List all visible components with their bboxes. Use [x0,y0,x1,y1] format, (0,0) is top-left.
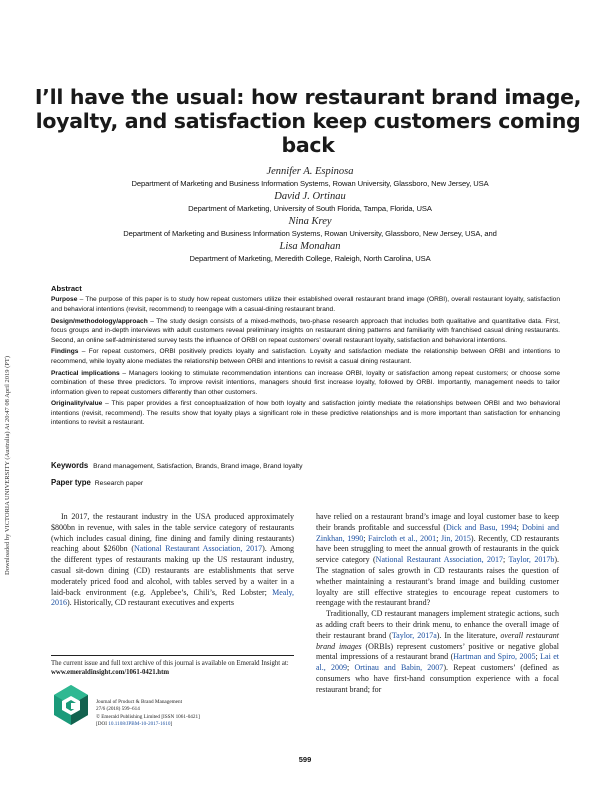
body-text: ; [436,533,441,543]
body-text: ). Repeat customers’ (defined as consumers who have first-hand consumption experience with a focal restaurant brand; for [316,663,559,694]
abstract-originality [51,399,560,427]
citation-link[interactable]: National Restaurant Association, 2017 [134,544,263,554]
author-name: Jennifer A. Espinosa [266,166,354,177]
doi-prefix: [DOI [96,720,109,727]
body-text: ; [516,522,523,532]
abstract-implications [51,369,560,397]
citation-link[interactable]: Dick and Basu, 1994 [446,522,517,532]
journal-name: Journal of Product & Brand Management [96,699,183,705]
body-text: have relied on a restaurant brand’s image and loyal customer base to keep their brands profitable and successful ( [316,512,559,532]
citation-link[interactable]: Hartman and Spiro, 2005 [453,652,536,662]
body-text: ). Among the different types of restaurants making up the US restaurant industry, casual sit-down dining (CD) restaurants are establishments that serve moderately priced food and alcohol, with tables served by a waiter in a laid-back environment (e.g. Applebee’s, Chili’s, Red Lobster; [51,544,295,597]
footnote-divider [51,655,294,656]
abstract-text: – For repeat customers, ORBI positively predicts loyalty and satisfaction. Loyalty and satisfaction mediate the relationship between ORBI and intentions to recommend, while loyalty alone mediates the relationship between ORBI and intentions to revisit a casual dining restaurant. [51,348,560,365]
body-text: Traditionally, CD restaurant managers implement strategic actions, such as adding craft beers to their drink menu, to enhance the overall image of their restaurant brand ( [316,609,559,640]
author-name: Lisa Monahan [279,241,341,252]
author-block [40,165,580,265]
abstract-label: Purpose [51,296,78,304]
citation-link[interactable]: Dobini and Zinkhan, 1990 [316,522,559,543]
abstract-text: – The purpose of this paper is to study how repeat customers utilize their established overall restaurant brand image (ORBI), overall restaurant loyalty, satisfaction and behavioral intentions (revisit, recommend) to reengage with a casual-dining restaurant brand. [51,296,560,313]
keywords [51,461,560,470]
abstract-label: Design/methodology/approach [51,317,148,325]
author-entry [40,240,580,265]
doi-suffix: ] [170,720,173,727]
abstract-text: – This paper provides a first conceptualization of how both loyalty and satisfaction jointly mediate the relationships between ORBI and two behavioral intentions (revisit, recommend). The results show that loyalty plays a significant role in these predictive relationships and is more important than satisfaction for enhancing intentions to revisit a restaurant. [51,400,560,427]
emerald-logo-icon [52,684,90,726]
body-paragraph [316,609,559,695]
article-title: I’ll have the usual: how restaurant brand image, loyalty, and satisfaction keep customers coming back [34,85,582,157]
footnote-url[interactable]: www.emeraldinsight.com/1061-0421.htm [51,669,169,676]
footnote-text: The current issue and full text archive of this journal is available on Emerald Insight at: [51,660,289,667]
author-entry [40,215,580,240]
body-paragraph [51,512,294,609]
author-name: Nina Krey [288,216,332,227]
body-text: ). In the literature, [436,630,501,640]
body-text: (ORBIs) represent customers’ positive or negative global mental impressions of a restaurant brand ( [316,641,559,662]
journal-copyright: © Emerald Publishing Limited [ISSN 1061-0421] [96,713,200,720]
author-affiliation: Department of Marketing and Business Information Systems, Rowan University, Glassboro, New Jersey, USA, and [123,229,497,238]
citation-link[interactable]: Jin, 2015 [440,533,471,543]
footnote [51,659,294,677]
author-entry [40,165,580,190]
abstract-label: Originality/value [51,400,103,408]
page-number: 599 [298,755,312,764]
paper-type-label: Paper type [51,478,91,487]
keywords-text: Brand management, Satisfaction, Brands, Brand image, Brand loyalty [93,463,303,470]
abstract-design [51,317,560,345]
author-affiliation: Department of Marketing, University of South Florida, Tampa, Florida, USA [188,204,432,213]
keywords-label: Keywords [51,461,89,470]
author-affiliation: Department of Marketing, Meredith College, Raleigh, North Carolina, USA [189,254,431,263]
journal-info [96,699,296,728]
body-text: In 2017, the restaurant industry in the USA produced approximately $800bn in revenue, with sales in the table service category of restaurants (which includes casual dining, fine dining and family dining restaurants) reaching about $260bn ( [51,512,294,554]
abstract-text: – Managers looking to stimulate recommendation intentions can increase ORBI, loyalty or satisfaction among repeat customers; or choose some combination of these three predictors. To improve revisit intentions, managers should first increase loyalty, followed by ORBI. Importantly, management needs to tailor information given to repeat customers differently than other customers. [51,369,561,396]
citation-link[interactable]: Faircloth et al., 2001 [368,533,437,543]
citation-link[interactable]: Lai et al., 2009 [316,652,560,673]
citation-link[interactable]: Taylor, 2017b [508,555,555,565]
body-text: ; [502,555,509,565]
body-text: ; [347,663,355,673]
body-text: ). Recently, CD restaurants have been struggling to meet the annual growth of restaurants in the quick service category ( [316,533,559,565]
journal-volume: 27/6 (2018) 599–614 [96,706,140,713]
abstract [51,284,560,430]
author-entry [40,190,580,215]
body-text: ; [363,533,369,543]
body-text: ; [535,652,541,662]
citation-link[interactable]: Mealy, 2016 [51,587,294,608]
journal-doi [96,721,296,728]
download-note: Downloaded by VICTORIA UNIVERSITY (Australia) At 20:47 08 April 2019 (PT) [4,355,11,575]
emphasis-text: overall restaurant brand images [316,630,560,651]
abstract-findings [51,347,560,366]
doi-link[interactable]: 10.1108/JPBM-10-2017-1610 [108,720,171,727]
paper-type-text: Research paper [94,480,144,487]
body-paragraph [316,512,559,609]
author-affiliation: Department of Marketing and Business Information Systems, Rowan University, Glassboro, New Jersey, USA [131,179,489,188]
body-column-right [316,512,559,696]
citation-link[interactable]: Taylor, 2017a [391,630,437,640]
body-column-left [51,512,294,609]
author-name: David J. Ortinau [274,191,346,202]
abstract-purpose [51,295,560,314]
citation-link[interactable]: National Restaurant Association, 2017 [375,555,503,565]
body-text: ). Historically, CD restaurant executives and experts [67,598,234,608]
abstract-text: – The study design consists of a mixed-methods, two-phase research approach that includes both qualitative and quantitative data. First, focus groups and in-depth interviews with adult customers reveal preliminary insights on restaurant dining patterns and familiarity with franchised casual dining restaurants. Second, an online self-administered survey tests the influence of ORBI on repeat customers’ overall restaurant loyalty, satisfaction and behavioral intentions. [51,317,560,344]
abstract-label: Findings [51,348,79,356]
abstract-heading: Abstract [51,284,82,293]
paper-type [51,478,560,487]
abstract-label: Practical implications [51,369,120,377]
body-text: ). The stagnation of sales growth in CD restaurants raises the question of whether maintaining a restaurant’s brand image and building customer loyalty are still effective strategies to encourage repeat customers to reengage with the restaurant brand? [316,555,559,608]
citation-link[interactable]: Ortinau and Babin, 2007 [354,663,444,673]
